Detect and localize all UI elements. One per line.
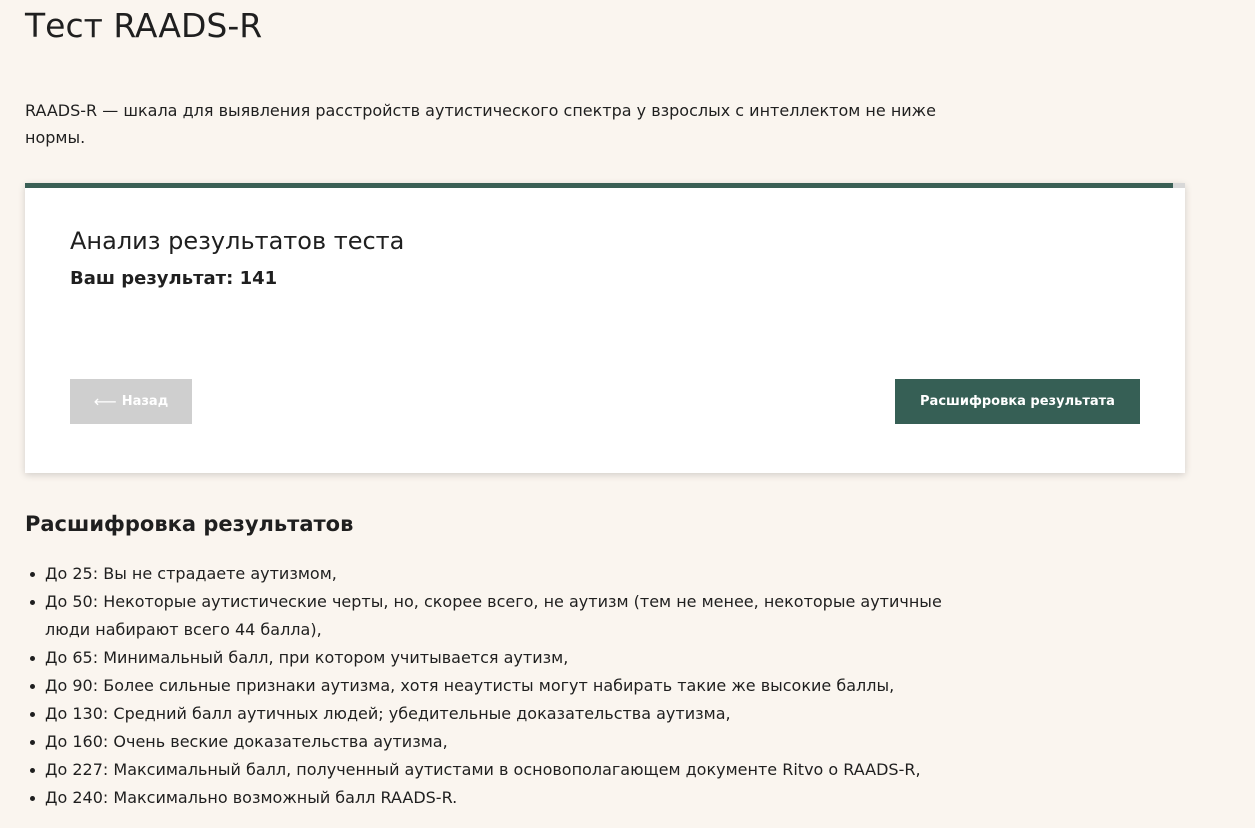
list-item: До 227: Максимальный балл, полученный аутистами в основополагающем документе Ritvo о RAADS-R, — [25, 756, 985, 784]
result-card — [25, 183, 1185, 473]
score-label: Ваш результат: 141 — [70, 268, 278, 289]
list-item: До 25: Вы не страдаете аутизмом, — [25, 560, 985, 588]
list-item: До 65: Минимальный балл, при котором учитывается аутизм, — [25, 644, 985, 672]
back-button-label: Назад — [121, 394, 169, 409]
list-item: До 240: Максимально возможный балл RAADS-R. — [25, 784, 985, 812]
decoding-list — [25, 560, 985, 812]
decode-result-button-label: Расшифровка результата — [920, 394, 1115, 409]
list-item: До 50: Некоторые аутистические черты, но, скорее всего, не аутизм (тем не менее, некоторые аутичные люди набирают всего 44 балла), — [25, 588, 985, 644]
page-intro: RAADS-R — шкала для выявления расстройств аутистического спектра у взрослых с интеллектом не ниже нормы. — [25, 101, 936, 147]
decode-result-button[interactable] — [895, 379, 1140, 424]
card-title: Анализ результатов теста — [70, 227, 405, 255]
list-item: До 90: Более сильные признаки аутизма, хотя неаутисты могут набирать такие же высокие баллы, — [25, 672, 985, 700]
arrow-left-icon: ⟵ — [93, 391, 117, 411]
decoding-section-title: Расшифровка результатов — [25, 512, 354, 536]
list-item: До 130: Средний балл аутичных людей; убедительные доказательства аутизма, — [25, 700, 985, 728]
progress-bar-fill — [25, 183, 1173, 188]
back-button[interactable] — [70, 379, 192, 424]
progress-bar — [25, 183, 1185, 188]
page-title: Тест RAADS-R — [25, 6, 263, 45]
list-item: До 160: Очень веские доказательства аутизма, — [25, 728, 985, 756]
